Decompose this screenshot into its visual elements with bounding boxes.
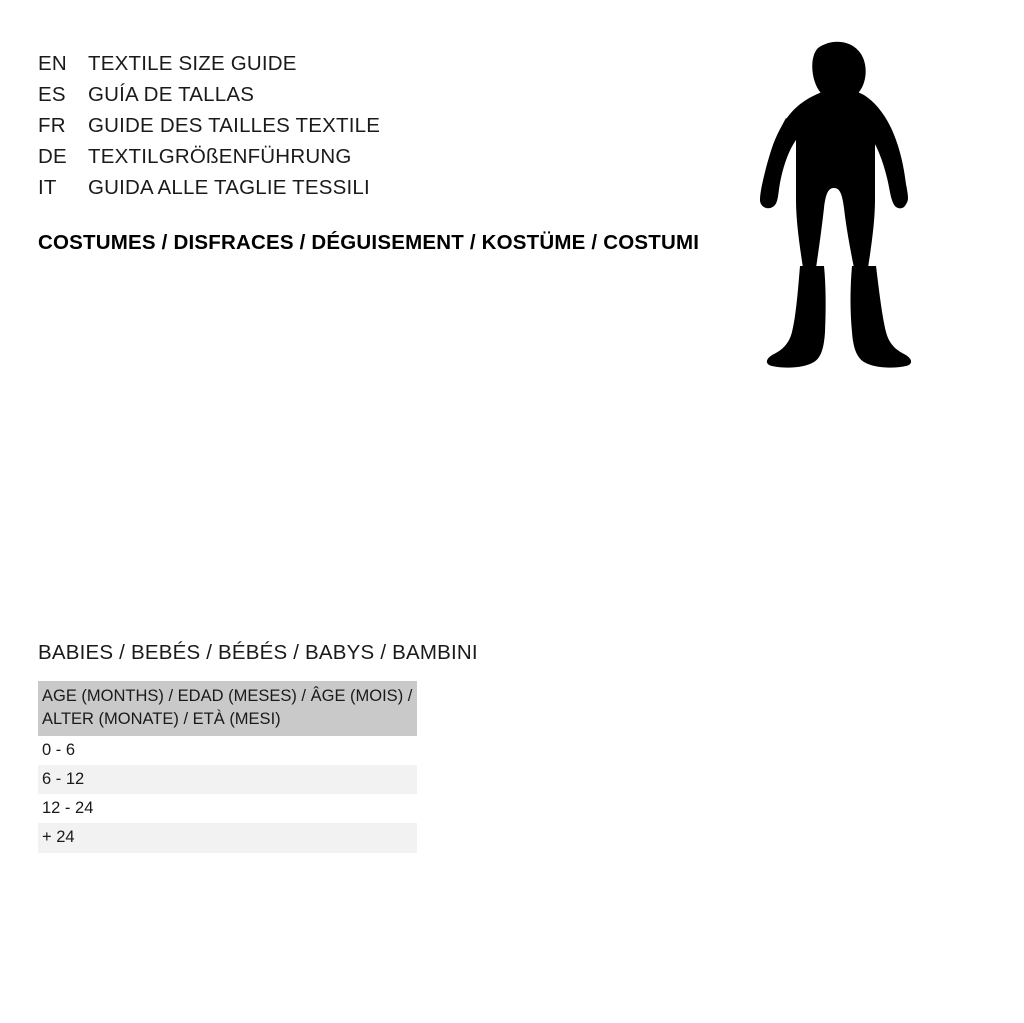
baby-silhouette-icon xyxy=(756,40,916,375)
language-label-fr: GUIDE DES TAILLES TEXTILE xyxy=(88,114,381,137)
column-header-age-line1: AGE (MONTHS) / EDAD (MESES) / ÂGE (MOIS) / xyxy=(42,687,413,705)
table-header-row xyxy=(38,681,417,736)
language-row-en xyxy=(38,52,380,83)
table-title: BABIES / BEBÉS / BÉBÉS / BABYS / BAMBINI xyxy=(38,641,478,664)
table-body xyxy=(38,736,417,853)
table-row xyxy=(38,765,417,794)
cell-age: + 24 xyxy=(38,823,417,852)
language-code-en: EN xyxy=(38,52,67,75)
language-code-es: ES xyxy=(38,83,66,106)
costumes-heading: COSTUMES / DISFRACES / DÉGUISEMENT / KOSTÜME / COSTUMI xyxy=(38,231,700,254)
babies-size-table xyxy=(38,681,417,853)
column-header-age xyxy=(38,681,417,736)
language-row-es xyxy=(38,83,380,114)
cell-age: 6 - 12 xyxy=(38,765,417,794)
language-label-en: TEXTILE SIZE GUIDE xyxy=(88,52,297,75)
language-row-it xyxy=(38,176,380,207)
table-head xyxy=(38,681,417,736)
cell-age: 12 - 24 xyxy=(38,794,417,823)
table-row xyxy=(38,823,417,852)
language-label-it: GUIDA ALLE TAGLIE TESSILI xyxy=(88,176,370,199)
language-row-de xyxy=(38,145,380,176)
language-row-fr xyxy=(38,114,380,145)
language-code-fr: FR xyxy=(38,114,66,137)
language-list xyxy=(38,52,380,207)
table-row xyxy=(38,736,417,765)
table-row xyxy=(38,794,417,823)
cell-age: 0 - 6 xyxy=(38,736,417,765)
language-label-de: TEXTILGRÖßENFÜHRUNG xyxy=(88,145,352,168)
language-code-de: DE xyxy=(38,145,67,168)
language-code-it: IT xyxy=(38,176,57,199)
column-header-age-line2: ALTER (MONATE) / ETÀ (MESI) xyxy=(42,709,281,728)
language-label-es: GUÍA DE TALLAS xyxy=(88,83,255,106)
